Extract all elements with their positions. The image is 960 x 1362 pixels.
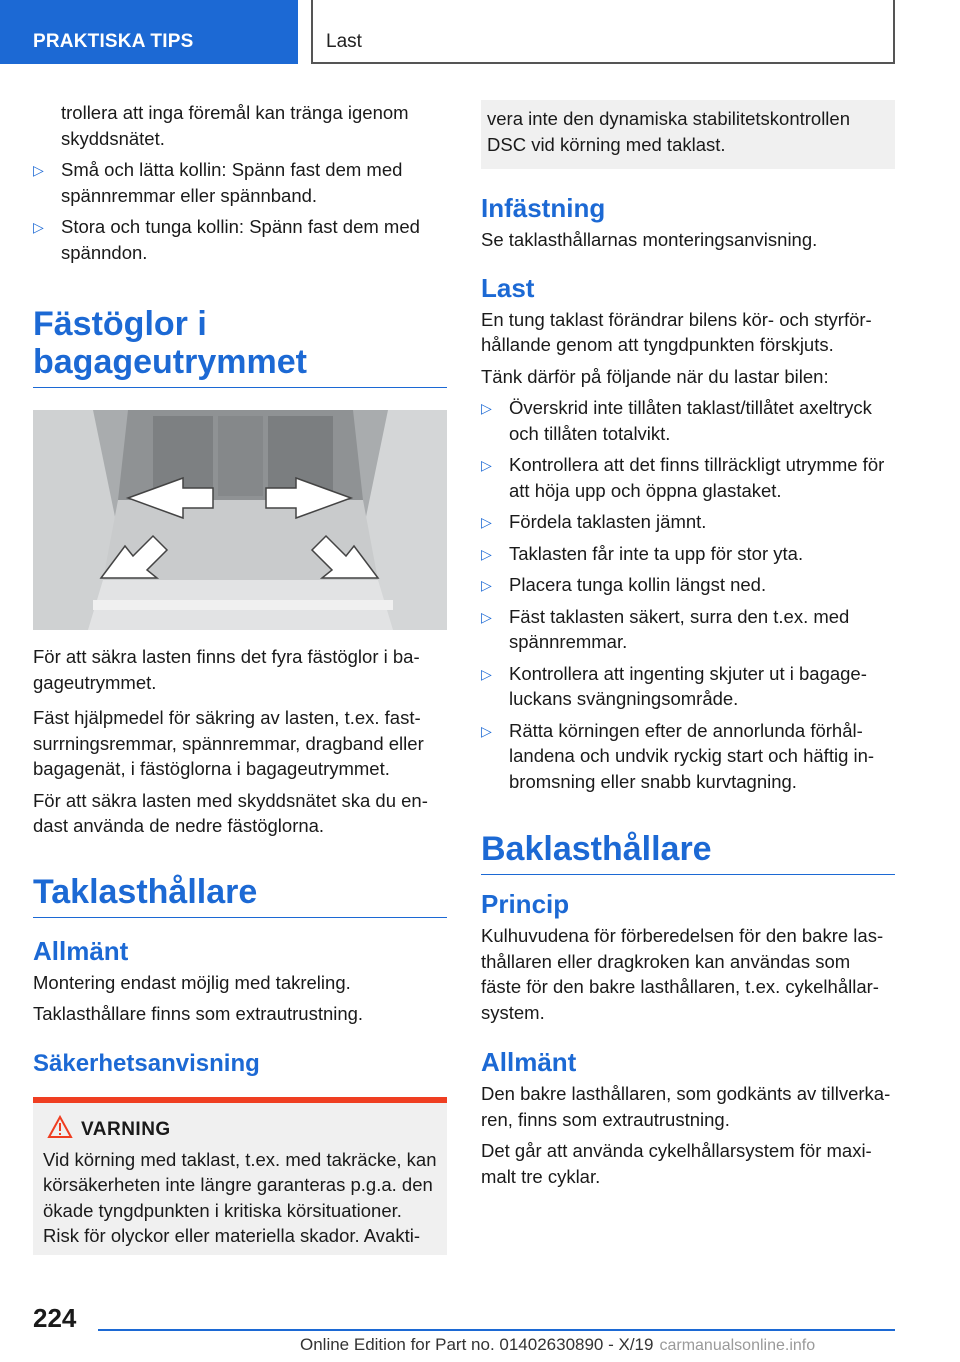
- paragraph: För att säkra lasten med skyddsnätet ska du en-dast använda de nedre fästöglorna.: [33, 789, 428, 836]
- bullet-triangle-icon: ▷: [481, 457, 492, 473]
- paragraph: Montering endast möjlig med takreling.: [33, 971, 351, 993]
- trunk-photo: [33, 410, 447, 630]
- warning-continuation: vera inte den dynamiska stabilitetskontrollen DSC vid körning med taklast.: [481, 100, 895, 169]
- footer-divider: [98, 1329, 895, 1331]
- bullet-triangle-icon: ▷: [481, 545, 492, 562]
- warning-triangle-icon: [47, 1115, 73, 1145]
- warning-text: Vid körning med taklast, t.ex. med takräcke, kan körsäkerheten inte längre garanteras p.g.a. den ökade tyngdpunkten i kritiska körsituationer. Risk för olyckor eller materiella skador. Avakti-: [43, 1148, 437, 1246]
- bullet-triangle-icon: ▷: [481, 665, 492, 682]
- section-title: PRAKTISKA TIPS: [33, 31, 194, 52]
- bullet-triangle-icon: ▷: [33, 219, 44, 235]
- paragraph: Kulhuvudena för förberedelsen för den bakre las-thållaren eller dragkroken kan användas som fäste för den bakre lasthållaren, t.ex. cykelhållar-system.: [481, 925, 884, 1023]
- paragraph: Taklasthållare finns som extrautrustning.: [33, 1003, 364, 1024]
- list-item: ▷ Placera tunga kollin längst ned.: [481, 572, 895, 598]
- paragraph: Det går att använda cykelhållarsystem för maxi-malt tre cyklar.: [481, 1140, 872, 1187]
- list-item: ▷ Kontrollera att ingenting skjuter ut i bagage-luckans svängningsområde.: [481, 662, 867, 709]
- footer-watermark: carmanualsonline.info: [659, 1337, 816, 1354]
- trunk-illustration: [33, 410, 447, 630]
- heading-baklast: Baklasthållare: [481, 830, 895, 875]
- list-item: ▷ Överskrid inte tillåten taklast/tillåtet axeltryck och tillåten totalvikt.: [481, 397, 872, 444]
- section-tab: [0, 0, 298, 64]
- bullet-triangle-icon: ▷: [481, 400, 492, 416]
- heading-allmant: Allmänt: [33, 935, 129, 966]
- heading-taklast: Taklasthållare: [33, 873, 447, 918]
- chapter-title: Last: [326, 31, 362, 52]
- list-item: ▷ Fäst taklasten säkert, surra den t.ex. med spännremmar.: [481, 605, 850, 652]
- list-item: ▷ Små och lätta kollin: Spänn fast dem med spännremmar eller spännband.: [33, 159, 403, 206]
- page-number: 224: [33, 1303, 77, 1333]
- warning-title: VARNING: [81, 1119, 437, 1141]
- bullet-triangle-icon: ▷: [481, 514, 492, 530]
- paragraph: En tung taklast förändrar bilens kör- och styrför-hållande genom att tyngdpunkten förskjuts.: [481, 308, 872, 355]
- list-item: ▷ Fördela taklasten jämnt.: [481, 509, 895, 535]
- left-column: [33, 100, 447, 1255]
- paragraph: Tänk därför på följande när du lastar bilen:: [481, 365, 829, 387]
- list-item: ▷ Rätta körningen efter de annorlunda förhål-landena och undvik ryckig start och häftig in-bromsning eller snabb kurvtagning.: [481, 719, 875, 792]
- heading-last: Last: [481, 272, 535, 303]
- heading-allmant-2: Allmänt: [481, 1047, 577, 1077]
- paragraph: Se taklasthållarnas monteringsanvisning.: [481, 229, 818, 250]
- chapter-header: [311, 0, 895, 64]
- bullet-triangle-icon: ▷: [481, 608, 492, 625]
- right-column: [481, 100, 895, 1195]
- bullet-triangle-icon: ▷: [481, 722, 492, 739]
- bullet-triangle-icon: ▷: [481, 577, 492, 593]
- intro-continuation: trollera att inga föremål kan tränga igenom skyddsnätet.: [61, 102, 409, 149]
- list-item: ▷ Taklasten får inte ta upp för stor yta.: [481, 541, 895, 567]
- paragraph: Fäst hjälpmedel för säkring av lasten, t.ex. fast-surrningsremmar, spännremmar, dragband eller bagagenät, i fästöglorna i bagageutrymmet.: [33, 707, 424, 779]
- warning-box: [33, 1103, 447, 1255]
- list-item: ▷ Kontrollera att det finns tillräckligt utrymme för att höja upp och öppna glastaket.: [481, 454, 885, 501]
- paragraph: Den bakre lasthållaren, som godkänts av tillverka-ren, finns som extrautrustning.: [481, 1083, 891, 1130]
- heading-fastoglor: Fästöglor i bagageutrymmet: [33, 305, 447, 388]
- heading-infastning: Infästning: [481, 193, 606, 223]
- paragraph: För att säkra lasten finns det fyra fästöglor i ba-gageutrymmet.: [33, 646, 420, 693]
- list-item: ▷ Stora och tunga kollin: Spänn fast dem med spänndon.: [33, 216, 420, 263]
- heading-princip: Princip: [481, 889, 570, 919]
- heading-sakerhet: Säkerhetsanvisning: [33, 1049, 260, 1077]
- footer-edition: Online Edition for Part no. 01402630890 - X/19 carmanualsonline.info: [300, 1335, 816, 1354]
- bullet-triangle-icon: ▷: [33, 162, 44, 178]
